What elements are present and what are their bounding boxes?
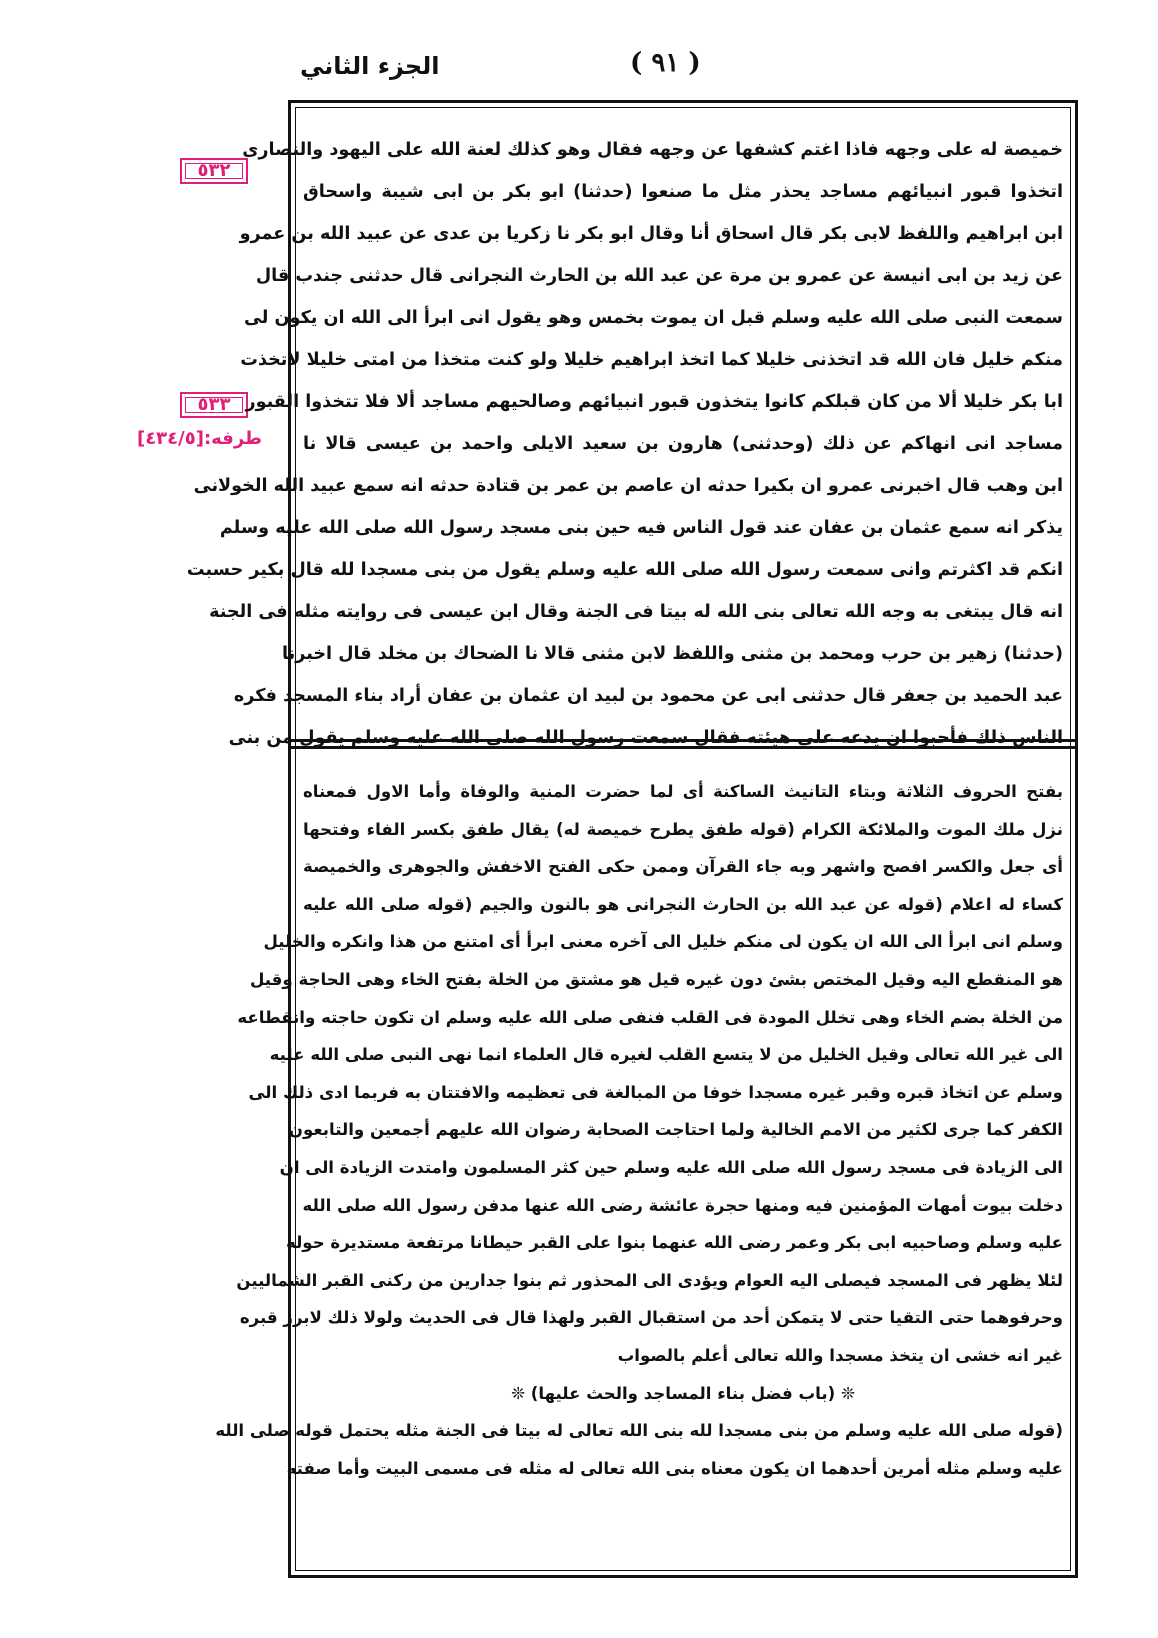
main-text-line: خميصة له على وجهه فاذا اغتم كشفها عن وجهه فقال وهو كذلك لعنة الله على اليهود والنصارى <box>242 140 1063 160</box>
commentary-line: هو المنقطع اليه وقيل المختص بشئ دون غيره قيل هو مشتق من الخلة بفتح الخاء وهى الحاجة وقيل <box>249 969 1063 989</box>
commentary-line: عليه وسلم مثله أمرين أحدهما ان يكون معناه بنى الله تعالى له مثله فى مسمى البيت وأما صفته <box>286 1458 1063 1478</box>
commentary-line: الى الزيادة فى مسجد رسول الله صلى الله عليه وسلم حين كثر المسلمون وامتدت الزيادة الى ان <box>279 1157 1063 1177</box>
main-text-line: اتخذوا قبور انبيائهم مساجد يحذر مثل ما صنعوا (حدثنا) ابو بكر بن ابى شيبة واسحاق <box>303 182 1063 202</box>
commentary-line: عليه وسلم وصاحبيه ابى بكر وعمر رضى الله عنهما بنوا على القبر حيطانا مرتفعة مستديرة حوله <box>286 1233 1063 1253</box>
page-number: ( ٩١ ) <box>630 48 701 78</box>
main-text-line: يذكر انه سمع عثمان بن عفان عند قول الناس فيه حين بنى مسجد رسول الله صلى الله عليه وسلم <box>219 518 1063 538</box>
main-text-line: ابن ابراهيم واللفظ لابى بكر قال اسحاق أنا وقال ابو بكر نا زكريا بن عدى عن عبيد الله بن عمرو <box>239 224 1063 244</box>
main-text-line: سمعت النبى صلى الله عليه وسلم قبل ان يموت بخمس وهو يقول انى ابرأ الى الله ان يكون لى <box>243 308 1063 328</box>
main-text-line: عن زيد بن ابى انيسة عن عمرو بن مرة عن عبد الله بن الحارث النجرانى قال حدثنى جندب قال <box>255 266 1063 286</box>
commentary-line: كساء له اعلام (قوله عن عبد الله بن الحارث النجرانى هو بالنون والجيم (قوله صلى الله عليه <box>303 894 1063 914</box>
main-text-line: مساجد انى انهاكم عن ذلك (وحدثنى) هارون بن سعيد الايلى واحمد بن عيسى قالا نا <box>303 434 1063 454</box>
main-text-line: عبد الحميد بن جعفر قال حدثنى ابى عن محمود بن لبيد ان عثمان بن عفان أراد بناء المسجد فكره <box>233 686 1063 706</box>
commentary-line: وحرفوهما حتى التقيا حتى لا يتمكن أحد من استقبال القبر ولهذا قال فى الحديث ولولا ذلك لابرز قبره <box>239 1308 1063 1328</box>
main-text-line: انه قال يبتغى به وجه الله تعالى بنى الله له بيتا فى الجنة وقال ابن عيسى فى روايته مثله فى الجنة <box>209 602 1063 622</box>
commentary-line: بفتح الحروف الثلاثة وبتاء التانيث الساكنة أى لما حضرت المنية والوفاة وأما الاول فمعناه <box>303 782 1063 801</box>
main-text-line: ابا بكر خليلا ألا من كان قبلكم كانوا يتخذون قبور انبيائهم وصالحيهم مساجد ألا فلا تتخذوا القبور <box>245 392 1063 412</box>
main-text-line: ابن وهب قال اخبرنى عمرو ان بكيرا حدثه ان عاصم بن عمر بن قتادة حدثه انه سمع عبيد الله الخولانى <box>193 476 1063 496</box>
commentary-line: دخلت بيوت أمهات المؤمنين فيه ومنها حجرة عائشة رضى الله عنها مدفن رسول الله صلى الله <box>302 1195 1063 1215</box>
page-header <box>300 48 720 92</box>
commentary-line: نزل ملك الموت والملائكة الكرام (قوله طفق يطرح خميصة له) يقال طفق بكسر الفاء وفتحها <box>303 819 1063 839</box>
chapter-heading: ❊ (باب فضل بناء المساجد والحث عليها) ❊ <box>511 1383 855 1403</box>
main-text-line: (حدثنا) زهير بن حرب ومحمد بن مثنى واللفظ لابن مثنى قالا نا الضحاك بن مخلد قال اخبرنا <box>282 644 1063 664</box>
commentary-line: وسلم انى ابرأ الى الله ان يكون لى منكم خليل الى آخره معنى ابرأ أى امتنع من هذا وانكره والخليل <box>263 932 1063 952</box>
commentary-line: وسلم عن اتخاذ قبره وقبر غيره مسجدا خوفا من المبالغة فى تعظيمه والافتتان به فربما ادى ذلك الى <box>248 1082 1063 1102</box>
part-label: الجزء الثاني <box>300 52 440 80</box>
hadith-number-box: ٥٣٣ <box>180 392 248 418</box>
commentary-line: لئلا يظهر فى المسجد فيصلى اليه العوام ويؤدى الى المحذور ثم بنوا جدارين من ركنى القبر الشماليين <box>236 1270 1063 1290</box>
commentary-line: الى غير الله تعالى وقيل الخليل من لا يتسع القلب لغيره قال العلماء انما نهى النبى صلى الله عليه <box>269 1045 1063 1065</box>
commentary-line: من الخلة بضم الخاء وهى تخلل المودة فى القلب فنفى صلى الله عليه وسلم ان تكون حاجته وانقطاعه <box>237 1007 1063 1027</box>
commentary-line: (قوله صلى الله عليه وسلم من بنى مسجدا لله بنى الله تعالى له بيتا فى الجنة مثله يحتمل قوله صلى الله <box>215 1421 1063 1441</box>
hadith-number-box: ٥٣٢ <box>180 158 248 184</box>
cross-reference: طرفه:[٤٣٤/٥] <box>136 428 262 449</box>
main-text-line: انكم قد اكثرتم وانى سمعت رسول الله صلى الله عليه وسلم يقول من بنى مسجدا لله قال بكير حسبت <box>186 560 1063 580</box>
commentary-line: الكفر كما جرى لكثير من الامم الخالية ولما احتاجت الصحابة رضوان الله عليهم أجمعين والتابعون <box>288 1120 1063 1140</box>
commentary-line: غير انه خشى ان يتخذ مسجدا والله تعالى أعلم بالصواب <box>617 1345 1063 1365</box>
commentary-line: أى جعل والكسر افصح واشهر وبه جاء القرآن وممن حكى الفتح الاخفش والجوهرى والخميصة <box>303 857 1063 877</box>
commentary-text <box>215 773 1063 1487</box>
section-divider <box>291 739 1075 749</box>
main-text-line: منكم خليل فان الله قد اتخذنى خليلا كما اتخذ ابراهيم خليلا ولو كنت متخذا من امتى خليلا لاتخذت <box>240 350 1063 370</box>
main-text-line: الناس ذلك فأحبوا ان يدعه على هيئته فقال سمعت رسول الله صلى الله عليه وسلم يقول من بنى <box>228 728 1063 748</box>
